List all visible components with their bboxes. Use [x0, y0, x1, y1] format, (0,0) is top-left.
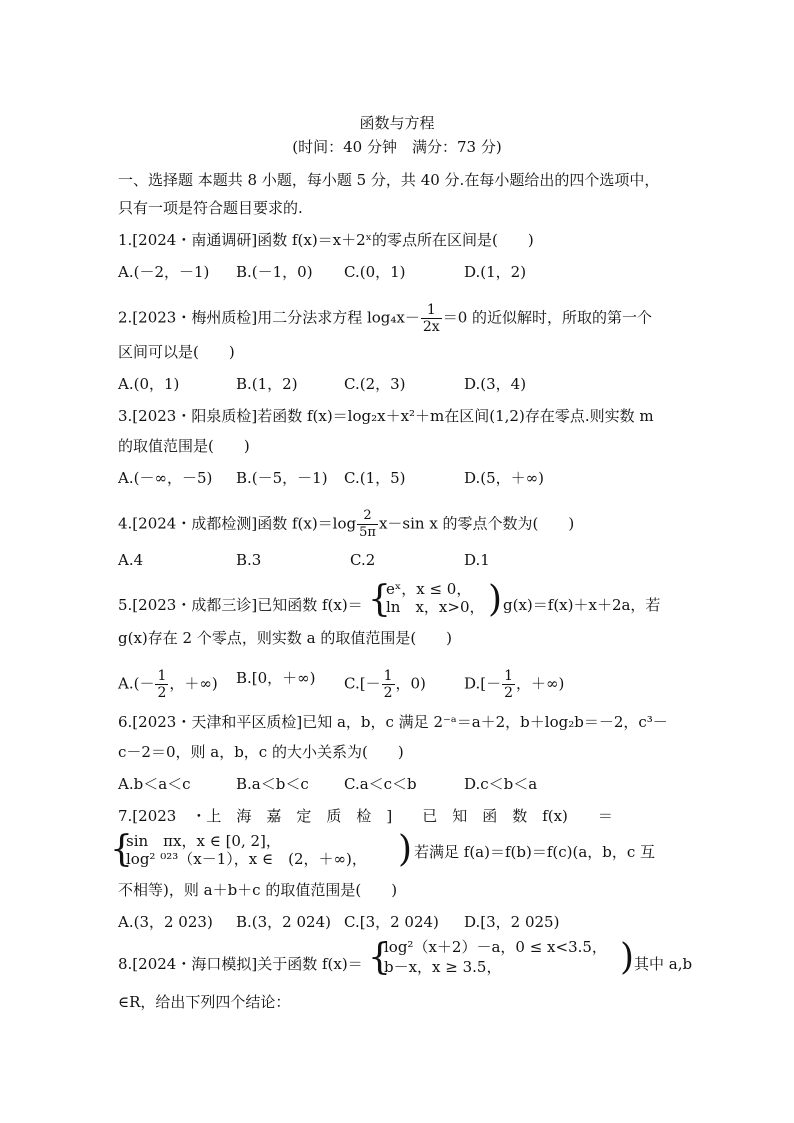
q4-frac-num: 2 [357, 508, 378, 525]
q5-option-c-post: ，0) [395, 674, 426, 693]
q8-right-brace: ) [620, 937, 635, 978]
q5-option-d-frac-den: 2 [504, 685, 514, 701]
q6-option-c[interactable]: C.a＜c＜b [344, 775, 417, 793]
q4-option-a[interactable]: A.4 [118, 551, 144, 569]
q4-stem-pre: 4.[2024・成都检测]函数 f(x)＝log [118, 514, 357, 533]
q2-option-b[interactable]: B.(1，2) [236, 375, 298, 393]
q7-option-a[interactable]: A.(3，2 023) [118, 913, 213, 931]
q5-option-d-frac-num: 1 [504, 668, 514, 684]
q5-stem-post: g(x)＝f(x)＋x＋2a，若 [503, 596, 661, 614]
q4-fraction [357, 508, 378, 541]
q6-stem: 6.[2023・天津和平区质检]已知 a，b，c 满足 2⁻ᵃ＝a＋2，b＋log₂b＝－2，c³－ [118, 713, 668, 731]
q7-stem-line2: 不相等)，则 a＋b＋c 的取值范围是( ) [118, 881, 398, 899]
q8-stem-pre: 8.[2024・海口模拟]关于函数 f(x)＝ [118, 955, 363, 973]
q5-case2: ln x，x>0， [386, 598, 485, 616]
q7-case1: sin πx，x ∈ [0, 2]， [126, 832, 281, 850]
q2-frac-num: 1 [421, 302, 442, 319]
q5-stem-line2: g(x)存在 2 个零点，则实数 a 的取值范围是( ) [118, 629, 453, 647]
section-heading-line1: 一、选择题 本题共 8 小题，每小题 5 分，共 40 分.在每小题给出的四个选项中， [118, 171, 660, 189]
q7-stem: 7.[2023 ・上 海 嘉 定 质 检 ] 已 知 函 数 f(x) ＝ [118, 807, 613, 825]
q5-option-c-pre: C.[－ [344, 674, 381, 693]
q4-frac-den: 5π [359, 525, 376, 540]
q5-case1: eˣ，x ≤ 0， [386, 580, 472, 598]
q5-left-brace: { [368, 579, 391, 620]
q5-option-a-pre: A.(－ [118, 674, 155, 693]
q4-option-c[interactable]: C.2 [350, 551, 376, 569]
q5-option-a-post: ，＋∞) [169, 674, 218, 693]
q3-option-d[interactable]: D.(5，＋∞) [464, 469, 545, 487]
q5-option-a-fraction [155, 668, 168, 701]
q5-option-b[interactable]: B.[0，＋∞) [236, 669, 316, 687]
q5-stem-pre: 5.[2023・成都三诊]已知函数 f(x)＝ [118, 596, 363, 614]
q3-option-b[interactable]: B.(－5，－1) [236, 469, 328, 487]
q1-option-d[interactable]: D.(1，2) [464, 263, 527, 281]
q2-frac-den: 2x [422, 319, 440, 335]
q5-option-a-frac-den: 2 [157, 685, 167, 701]
q2-stem-post: ＝0 的近似解时，所取的第一个 [442, 308, 653, 327]
q1-option-c[interactable]: C.(0，1) [344, 263, 406, 281]
q1-option-a[interactable]: A.(－2，－1) [118, 263, 210, 281]
q4-option-b[interactable]: B.3 [236, 551, 262, 569]
q5-option-d-fraction [502, 668, 515, 701]
q5-option-d-post: ，＋∞) [516, 674, 565, 693]
q7-option-c[interactable]: C.[3，2 024) [344, 913, 439, 931]
q6-option-b[interactable]: B.a＜b＜c [236, 775, 309, 793]
q6-stem-line2: c－2＝0，则 a，b，c 的大小关系为( ) [118, 743, 404, 761]
q7-option-d[interactable]: D.[3，2 025) [464, 913, 560, 931]
q5-option-c[interactable] [344, 668, 426, 701]
q3-option-c[interactable]: C.(1，5) [344, 469, 406, 487]
q5-option-c-frac-den: 2 [383, 685, 393, 701]
q2-option-a[interactable]: A.(0，1) [118, 375, 180, 393]
q5-option-a-frac-num: 1 [157, 668, 167, 684]
q5-option-d[interactable] [464, 668, 564, 701]
q6-option-d[interactable]: D.c＜b＜a [464, 775, 538, 793]
q5-option-a[interactable] [118, 668, 218, 701]
q6-option-a[interactable]: A.b＜a＜c [118, 775, 191, 793]
section-heading-line2: 只有一项是符合题目要求的. [118, 199, 303, 217]
q3-stem-line2: 的取值范围是( ) [118, 437, 250, 455]
q4-stem-post: x－sin x 的零点个数为( ) [378, 514, 575, 533]
page-title: 函数与方程 [359, 114, 435, 132]
q5-option-d-pre: D.[－ [464, 674, 502, 693]
q7-stem-post: 若满足 f(a)＝f(b)＝f(c)(a，b，c 互 [414, 843, 656, 861]
q2-stem-pre: 2.[2023・梅州质检]用二分法求方程 log₄x－ [118, 308, 420, 327]
q2-stem-line2: 区间可以是( ) [118, 343, 235, 361]
q7-left-brace: { [110, 829, 133, 870]
q8-left-brace: { [368, 937, 391, 978]
q2-option-c[interactable]: C.(2，3) [344, 375, 406, 393]
q7-case2: log² ⁰²³（x－1），x ∈ (2，＋∞)， [126, 850, 367, 868]
q5-right-brace: ) [488, 579, 503, 620]
q3-stem: 3.[2023・阳泉质检]若函数 f(x)＝log₂x＋x²＋m在区间(1,2)存在零点.则实数 m [118, 407, 654, 425]
q8-case1: log²（x＋2）－a，0 ≤ x<3.5， [384, 938, 607, 956]
q1-option-b[interactable]: B.(－1，0) [236, 263, 313, 281]
q3-option-a[interactable]: A.(－∞，－5) [118, 469, 213, 487]
q4-stem [118, 508, 574, 541]
q4-option-d[interactable]: D.1 [464, 551, 490, 569]
q2-fraction [421, 302, 442, 335]
q5-option-c-fraction [382, 668, 395, 701]
q7-right-brace: ) [398, 829, 413, 870]
page-subtitle: (时间：40 分钟 满分：73 分) [292, 138, 502, 156]
q8-stem-post: 其中 a,b [634, 955, 693, 973]
q8-case2: b－x，x ≥ 3.5， [384, 958, 502, 976]
q7-option-b[interactable]: B.(3，2 024) [236, 913, 331, 931]
q2-option-d[interactable]: D.(3，4) [464, 375, 527, 393]
q1-stem: 1.[2024・南通调研]函数 f(x)＝x＋2ˣ的零点所在区间是( ) [118, 231, 534, 249]
q2-stem [118, 302, 652, 335]
q8-stem-line2: ∈R，给出下列四个结论： [118, 993, 291, 1011]
q5-option-c-frac-num: 1 [383, 668, 393, 684]
